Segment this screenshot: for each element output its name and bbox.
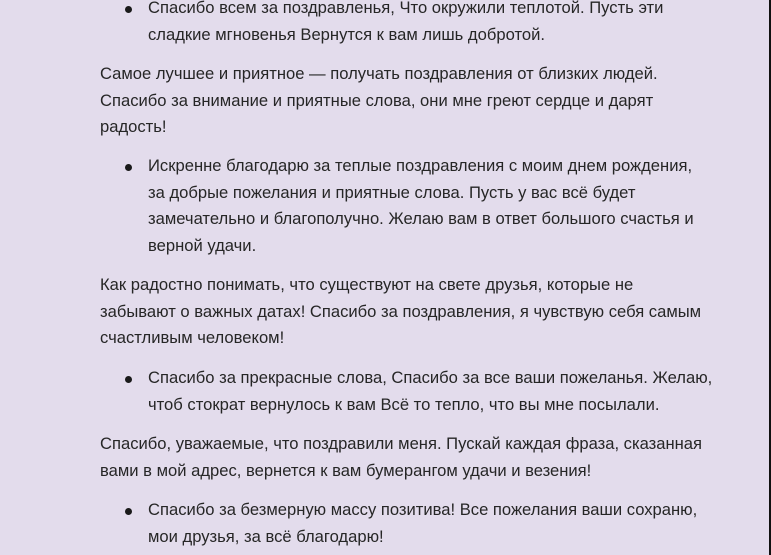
bullet-item-3 <box>148 365 748 418</box>
text-line: забывают о важных датах! Спасибо за поздравления, я чувствую себя самым <box>100 301 702 321</box>
text-line: замечательно и благополучно. Желаю вам в ответ большого счастья и <box>148 209 694 228</box>
text-line: за добрые пожелания и приятные слова. Пусть у вас всё будет <box>148 182 636 202</box>
bullet-item-2 <box>148 153 748 259</box>
text-line: радость! <box>100 117 167 136</box>
paragraph-3 <box>100 431 760 484</box>
text-line: мои друзья, за всё благодарю! <box>148 526 384 546</box>
paragraph-2 <box>100 272 760 352</box>
text-line: Спасибо за прекрасные слова, Спасибо за все ваши пожеланья. Желаю, <box>148 368 713 387</box>
bullet-dot <box>125 376 132 383</box>
text-line: верной удачи. <box>148 235 257 255</box>
text-line: Искренне благодарю за теплые поздравления с моим днем рождения, <box>148 156 693 175</box>
text-line: сладкие мгновенья Вернутся к вам лишь добротой. <box>148 24 545 44</box>
text-line: вами в мой адрес, вернется к вам бумерангом удачи и везения! <box>100 460 592 480</box>
bullet-item-4 <box>148 497 748 550</box>
text-line: Самое лучшее и приятное — получать поздравления от близких людей. <box>100 64 658 83</box>
text-line: Спасибо за безмерную массу позитива! Все пожелания ваши сохраню, <box>148 500 698 519</box>
text-line: чтоб стократ вернулось к вам Всё то тепло, что вы мне посылали. <box>148 394 660 414</box>
bullet-item-1 <box>148 0 748 48</box>
paragraph-1 <box>100 61 760 141</box>
bullet-dot <box>125 508 132 515</box>
text-line: Спасибо всем за поздравленья, Что окружили теплотой. Пусть эти <box>148 0 664 17</box>
text-line: счастливым человеком! <box>100 328 285 347</box>
text-line: Как радостно понимать, что существуют на свете друзья, которые не <box>100 275 634 294</box>
text-line: Спасибо за внимание и приятные слова, они мне греют сердце и дарят <box>100 90 654 110</box>
text-line: Спасибо, уважаемые, что поздравили меня. Пускай каждая фраза, сказанная <box>100 434 703 453</box>
bullet-dot <box>125 164 132 171</box>
bullet-dot <box>125 6 132 13</box>
